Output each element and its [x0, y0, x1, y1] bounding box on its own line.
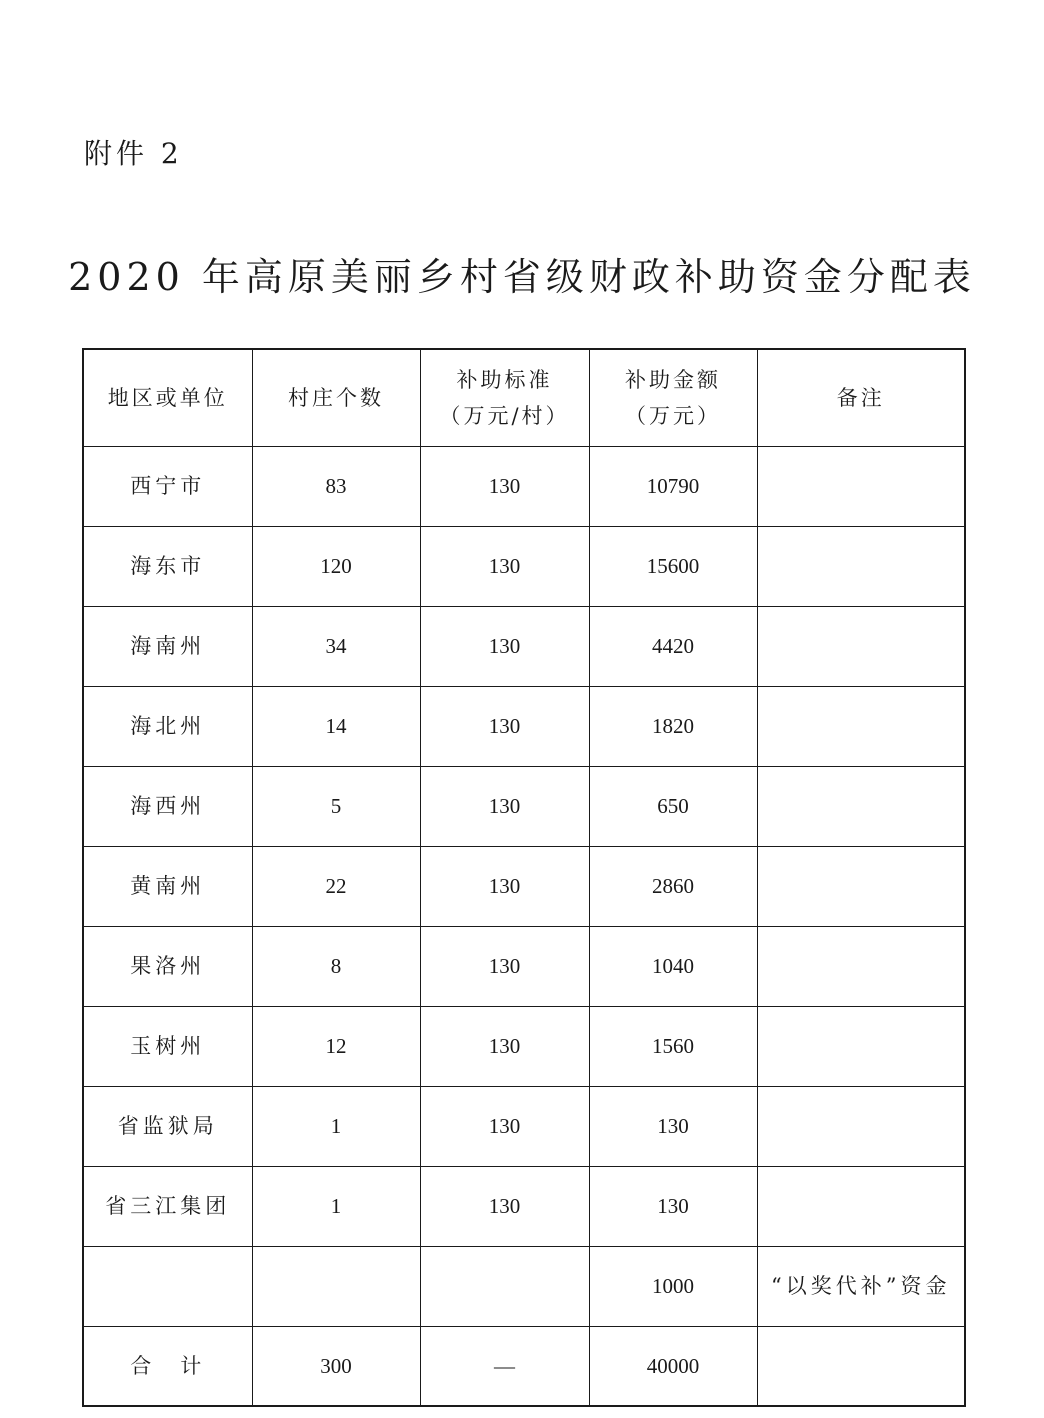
header-amount-label: 补助金额	[625, 367, 721, 392]
header-standard-label: 补助标准	[456, 367, 553, 392]
table-row	[83, 846, 965, 926]
header-standard-unit: （万元/村）	[439, 403, 570, 428]
cell-standard: 130	[420, 846, 589, 926]
cell-villages: 5	[252, 766, 420, 846]
cell-note	[757, 1166, 965, 1246]
header-amount-unit: （万元）	[625, 403, 721, 428]
cell-villages	[252, 1246, 420, 1326]
cell-villages: 1	[252, 1086, 420, 1166]
cell-total-note	[757, 1326, 965, 1406]
cell-amount: 130	[589, 1086, 757, 1166]
cell-note	[757, 686, 965, 766]
cell-region: 海南州	[83, 606, 252, 686]
cell-total-amount: 40000	[589, 1326, 757, 1406]
cell-region: 海东市	[83, 526, 252, 606]
header-villages	[252, 349, 420, 446]
header-note	[757, 349, 965, 446]
cell-note	[757, 926, 965, 1006]
cell-total-label: 合 计	[83, 1326, 252, 1406]
cell-region: 黄南州	[83, 846, 252, 926]
cell-region: 海北州	[83, 686, 252, 766]
table-row	[83, 606, 965, 686]
cell-standard: 130	[420, 446, 589, 526]
table-header-row	[83, 349, 965, 446]
cell-amount: 2860	[589, 846, 757, 926]
allocation-table	[82, 348, 966, 1407]
cell-amount: 1820	[589, 686, 757, 766]
table-row	[83, 526, 965, 606]
cell-note: “以奖代补”资金	[757, 1246, 965, 1326]
cell-note	[757, 446, 965, 526]
table-row	[83, 1246, 965, 1326]
cell-amount: 1040	[589, 926, 757, 1006]
cell-villages: 12	[252, 1006, 420, 1086]
cell-region: 省监狱局	[83, 1086, 252, 1166]
cell-villages: 14	[252, 686, 420, 766]
attachment-label: 附件 2	[84, 137, 183, 170]
table-row	[83, 686, 965, 766]
cell-amount: 15600	[589, 526, 757, 606]
cell-standard: 130	[420, 686, 589, 766]
cell-note	[757, 846, 965, 926]
cell-standard: 130	[420, 1166, 589, 1246]
cell-region: 省三江集团	[83, 1166, 252, 1246]
cell-note	[757, 766, 965, 846]
table-row	[83, 1166, 965, 1246]
cell-amount: 1000	[589, 1246, 757, 1326]
table-row	[83, 1006, 965, 1086]
cell-amount: 130	[589, 1166, 757, 1246]
cell-standard: 130	[420, 526, 589, 606]
header-villages-label: 村庄个数	[288, 385, 384, 410]
cell-note	[757, 526, 965, 606]
table-total-row	[83, 1326, 965, 1406]
header-region	[83, 349, 252, 446]
cell-amount: 1560	[589, 1006, 757, 1086]
cell-note	[757, 606, 965, 686]
cell-region	[83, 1246, 252, 1326]
cell-total-standard: —	[420, 1326, 589, 1406]
cell-villages: 1	[252, 1166, 420, 1246]
header-region-label: 地区或单位	[107, 385, 228, 410]
cell-region: 果洛州	[83, 926, 252, 1006]
cell-villages: 83	[252, 446, 420, 526]
header-amount	[589, 349, 757, 446]
cell-standard: 130	[420, 926, 589, 1006]
table-row	[83, 446, 965, 526]
cell-standard: 130	[420, 766, 589, 846]
cell-amount: 650	[589, 766, 757, 846]
table-row	[83, 926, 965, 1006]
document-title: 2020 年高原美丽乡村省级财政补助资金分配表	[68, 255, 976, 299]
cell-note	[757, 1086, 965, 1166]
cell-amount: 10790	[589, 446, 757, 526]
table-row	[83, 1086, 965, 1166]
cell-region: 西宁市	[83, 446, 252, 526]
cell-region: 海西州	[83, 766, 252, 846]
cell-villages: 22	[252, 846, 420, 926]
cell-standard	[420, 1246, 589, 1326]
cell-standard: 130	[420, 606, 589, 686]
cell-total-villages: 300	[252, 1326, 420, 1406]
header-note-label: 备注	[836, 385, 885, 410]
cell-villages: 34	[252, 606, 420, 686]
table-row	[83, 766, 965, 846]
cell-standard: 130	[420, 1006, 589, 1086]
cell-note	[757, 1006, 965, 1086]
cell-region: 玉树州	[83, 1006, 252, 1086]
header-standard	[420, 349, 589, 446]
cell-standard: 130	[420, 1086, 589, 1166]
cell-villages: 8	[252, 926, 420, 1006]
cell-amount: 4420	[589, 606, 757, 686]
cell-villages: 120	[252, 526, 420, 606]
